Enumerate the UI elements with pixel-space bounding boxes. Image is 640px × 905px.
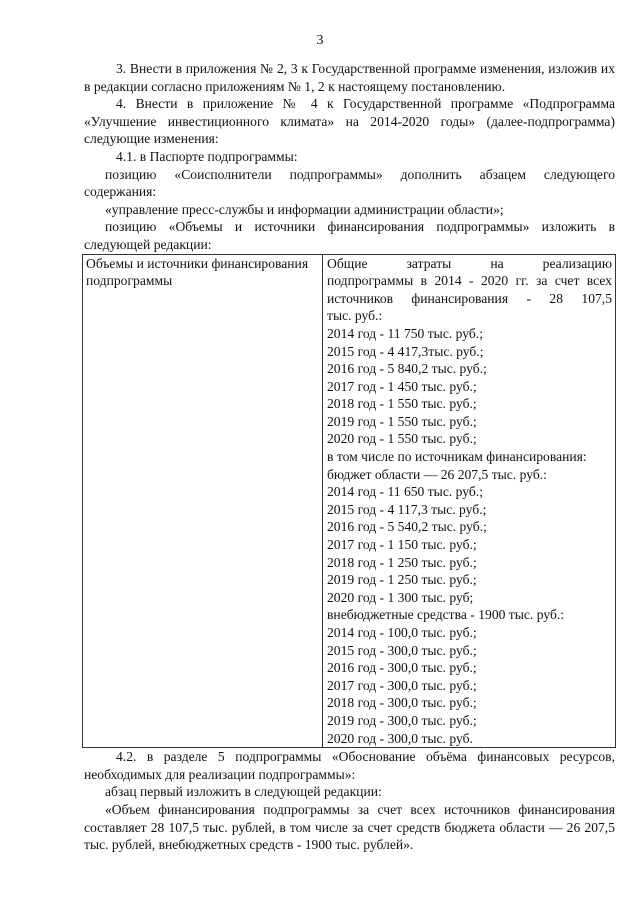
funding-line: 2017 год - 1 450 тыс. руб.; bbox=[327, 378, 477, 394]
funding-line: тыс. руб.: bbox=[327, 308, 383, 324]
funding-line: 2018 год - 300,0 тыс. руб.; bbox=[327, 695, 477, 711]
funding-line: 2020 год - 300,0 тыс. руб. bbox=[327, 730, 473, 746]
paragraph-4-1: 4.1. в Паспорте подпрограммы: bbox=[116, 148, 298, 164]
funding-line: бюджет области — 26 207,5 тыс. руб.: bbox=[327, 466, 547, 482]
table-row bbox=[83, 254, 616, 748]
funding-line: 2019 год - 300,0 тыс. руб.; bbox=[327, 712, 477, 728]
funding-line: 2017 год - 1 150 тыс. руб.; bbox=[327, 537, 477, 553]
funding-line: 2014 год - 11 750 тыс. руб.; bbox=[327, 325, 483, 341]
funding-intro-line: источников финансирования - 28 107,5 bbox=[327, 290, 612, 306]
paragraph-position-coexecutors: позицию «Соисполнители подпрограммы» дополнить абзацем следующего содержания: bbox=[84, 166, 615, 200]
paragraph-quote-press-service: «управление пресс-службы и информации администрации области»; bbox=[105, 201, 504, 217]
paragraph-4-2: 4.2. в разделе 5 подпрограммы «Обоснование объёма финансовых ресурсов, необходимых для реализации подпрограммы»: bbox=[84, 749, 615, 782]
funding-line: 2018 год - 1 250 тыс. руб.; bbox=[327, 554, 477, 570]
funding-table bbox=[82, 254, 616, 749]
funding-line: 2014 год - 11 650 тыс. руб.; bbox=[327, 484, 483, 500]
funding-line: 2018 год - 1 550 тыс. руб.; bbox=[327, 396, 477, 412]
funding-intro-line: подпрограммы в 2014 - 2020 гг. за счет всех bbox=[327, 273, 612, 289]
funding-line: 2015 год - 4 117,3 тыс. руб.; bbox=[327, 501, 487, 517]
funding-line: 2020 год - 1 550 тыс. руб.; bbox=[327, 431, 477, 447]
funding-line: 2015 год - 4 417,3тыс. руб.; bbox=[327, 343, 484, 359]
funding-line: 2016 год - 5 540,2 тыс. руб.; bbox=[327, 519, 487, 535]
funding-line: 2016 год - 300,0 тыс. руб.; bbox=[327, 660, 477, 676]
funding-value-cell bbox=[323, 254, 616, 748]
paragraph-final-quote: «Объем финансирования подпрограммы за счет всех источников финансирования составляет 28 107,5 тыс. рублей, в том числе за счет средств бюджета области — 26 207,5 тыс. рублей, внебюджетных средств - 1900 тыс. рублей». bbox=[84, 801, 615, 853]
document-body bbox=[84, 60, 615, 854]
funding-line: 2019 год - 1 250 тыс. руб.; bbox=[327, 572, 477, 588]
paragraph-4: 4. Внести в приложение № 4 к Государственной программе «Подпрограмма «Улучшение инвестиционного климата» на 2014-2020 годы» (далее-подпрограмма) следующие изменения: bbox=[84, 96, 615, 147]
funding-label-cell: Объемы и источники финансирования подпрограммы bbox=[83, 254, 323, 748]
funding-line: 2019 год - 1 550 тыс. руб.; bbox=[327, 413, 477, 429]
funding-intro-line: Общие затраты на реализацию bbox=[327, 255, 612, 271]
funding-line: внебюджетные средства - 1900 тыс. руб.: bbox=[327, 607, 565, 623]
funding-line: 2020 год - 1 300 тыс. руб; bbox=[327, 589, 474, 605]
funding-line: 2017 год - 300,0 тыс. руб.; bbox=[327, 677, 477, 693]
funding-line: 2016 год - 5 840,2 тыс. руб.; bbox=[327, 361, 487, 377]
funding-line: 2015 год - 300,0 тыс. руб.; bbox=[327, 642, 477, 658]
page-number: 3 bbox=[316, 33, 324, 48]
paragraph-first-abz: абзац первый изложить в следующей редакции: bbox=[105, 784, 382, 800]
funding-line: 2014 год - 100,0 тыс. руб.; bbox=[327, 625, 477, 640]
paragraph-3: 3. Внести в приложения № 2, 3 к Государственной программе изменения, изложив их в редакции согласно приложениям № 1, 2 к настоящему постановлению. bbox=[84, 61, 615, 94]
funding-line: в том числе по источникам финансирования: bbox=[327, 449, 587, 465]
paragraph-position-funding: позицию «Объемы и источники финансирования подпрограммы» изложить в следующей редакции: bbox=[84, 219, 615, 252]
